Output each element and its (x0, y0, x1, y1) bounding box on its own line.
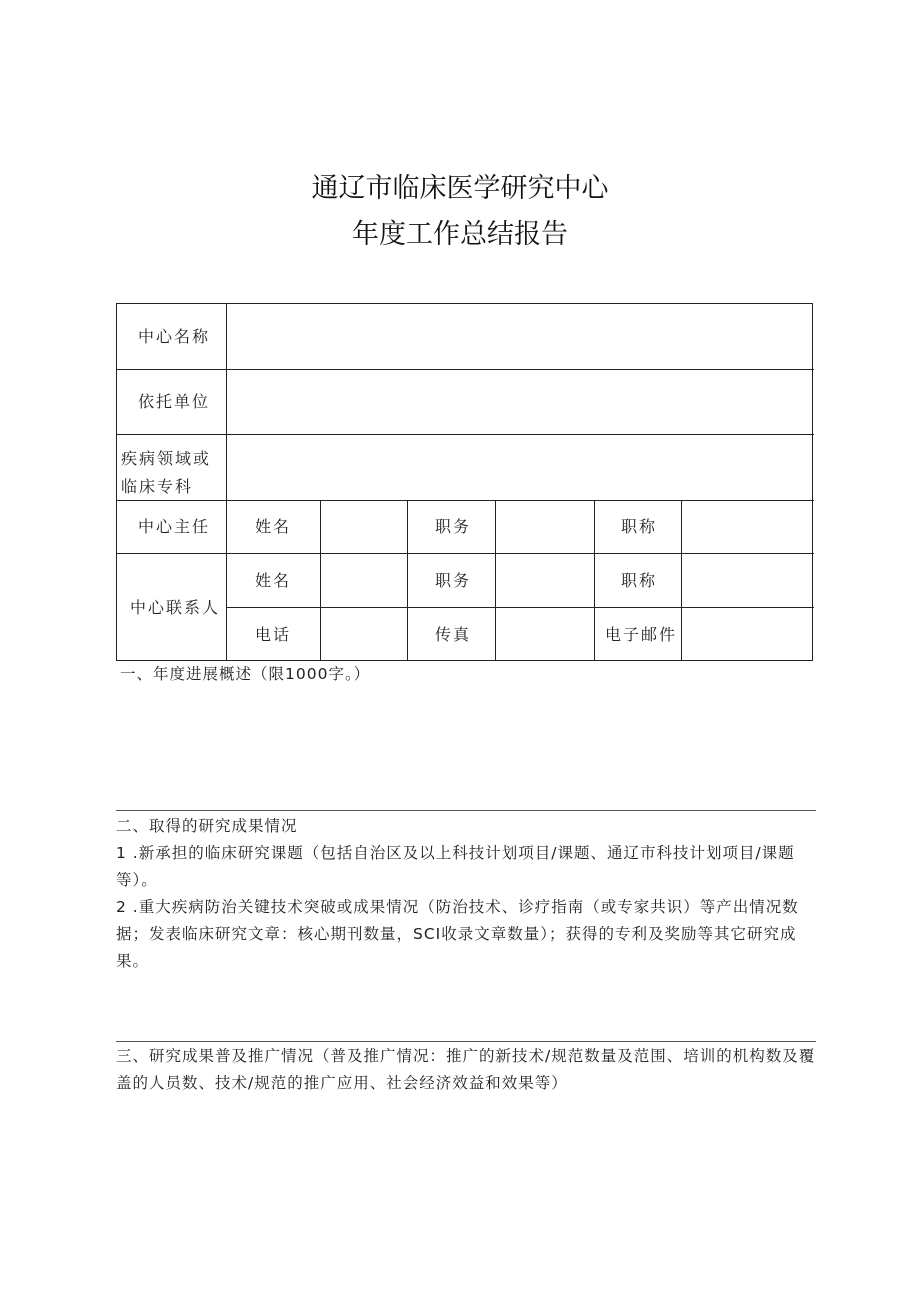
disease-field-label: 疾病领域或临床专科 (121, 449, 212, 496)
section-2-item-2: 2 .重大疾病防治关键技术突破或成果情况（防治技术、诊疗指南（或专家共识）等产出情况数据；发表临床研究文章：核心期刊数量，SCI收录文章数量）；获得的专利及奖励等其它研究成果。 (116, 898, 799, 970)
document-title-line2: 年度工作总结报告 (352, 219, 568, 250)
info-form-table (116, 303, 813, 661)
col-divider (495, 500, 496, 660)
section-2-item-1: 1 .新承担的临床研究课题（包括自治区及以上科技计划项目/课题、通辽市科技计划项目/课题等）。 (116, 844, 795, 889)
center-name-label: 中心名称 (138, 327, 211, 346)
section-2 (116, 813, 816, 975)
contact-name-label: 姓名 (255, 571, 292, 590)
col-divider (320, 500, 321, 660)
section-3 (116, 1043, 816, 1097)
director-label: 中心主任 (138, 517, 211, 536)
row-divider (117, 369, 814, 370)
section-divider (116, 810, 816, 811)
director-position-label: 职务 (435, 517, 472, 536)
row-divider (117, 553, 814, 554)
col-divider (594, 500, 595, 660)
director-title-label: 职称 (621, 517, 658, 536)
contact-phone-label: 电话 (255, 625, 292, 644)
contact-email-label: 电子邮件 (605, 625, 678, 644)
contact-position-label: 职务 (435, 571, 472, 590)
contact-fax-label: 传真 (435, 625, 472, 644)
section-1 (116, 661, 816, 688)
director-name-label: 姓名 (255, 517, 292, 536)
row-divider (117, 434, 814, 435)
section-3-heading: 三、研究成果普及推广情况（普及推广情况：推广的新技术/规范数量及范围、培训的机构数及覆盖的人员数、技术/规范的推广应用、社会经济效益和效果等） (116, 1047, 816, 1092)
contact-label: 中心联系人 (130, 598, 221, 617)
col-divider (681, 500, 682, 660)
contact-title-label: 职称 (621, 571, 658, 590)
section-1-heading: 一、年度进展概述（限1000字。） (120, 665, 371, 683)
support-unit-label: 依托单位 (138, 392, 211, 411)
section-divider (116, 1041, 816, 1042)
section-2-heading: 二、取得的研究成果情况 (116, 817, 298, 835)
col-divider (407, 500, 408, 660)
row-divider (226, 607, 814, 608)
document-title-line1: 通辽市临床医学研究中心 (311, 173, 609, 204)
